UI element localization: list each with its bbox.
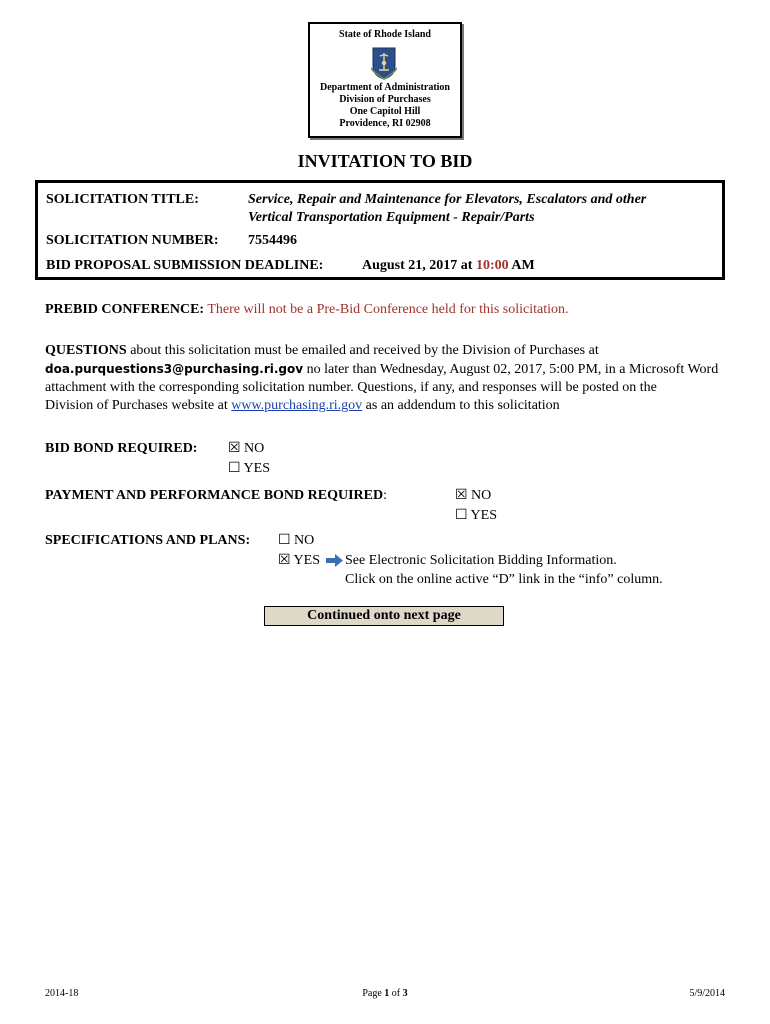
deadline-ampm: AM (511, 258, 535, 273)
state-name: State of Rhode Island (339, 29, 431, 40)
payment-bond-colon: : (383, 488, 387, 503)
footer-page-of: of (389, 988, 403, 999)
questions-line-2 (45, 360, 718, 379)
deadline-time: 10:00 (475, 258, 509, 273)
prebid-text: There will not be a Pre-Bid Conference held for this solicitation. (207, 302, 569, 317)
specs-yes[interactable]: ☒ YES (278, 553, 320, 568)
specs-no[interactable]: ☐ NO (278, 533, 315, 548)
questions-line-1 (45, 342, 599, 360)
address-line-2: Providence, RI 02908 (339, 118, 431, 129)
questions-text-2: no later than Wednesday, August 02, 2017, 5:00 PM, in a Microsoft Word (303, 362, 719, 377)
deadline-date: August 21, 2017 at (362, 258, 473, 273)
payment-bond-yes[interactable]: ☐ YES (455, 508, 497, 523)
payment-bond-label-row (45, 487, 387, 505)
questions-text-4: Division of Purchases website at (45, 398, 232, 413)
footer-page (0, 988, 770, 999)
questions-lead: QUESTIONS (45, 343, 127, 358)
questions-email[interactable]: doa.purquestions3@purchasing.ri.gov (45, 362, 304, 376)
arrow-right-icon (326, 554, 343, 567)
payment-bond-no[interactable]: ☒ NO (455, 488, 492, 503)
specs-label: SPECIFICATIONS AND PLANS: (45, 533, 251, 548)
solicitation-title-line-2: Vertical Transportation Equipment - Repair/Parts (248, 210, 535, 225)
deadline-label: BID PROPOSAL SUBMISSION DEADLINE: (46, 258, 324, 273)
state-seal-icon (371, 46, 397, 80)
prebid-conference (45, 301, 569, 319)
solicitation-number-value: 7554496 (248, 233, 297, 248)
specs-info-1: See Electronic Solicitation Bidding Information. (345, 553, 617, 568)
footer-left: 2014-18 (45, 988, 79, 999)
questions-line-3: attachment with the corresponding solicitation number. Questions, if any, and responses will be posted on the (45, 380, 657, 395)
prebid-label: PREBID CONFERENCE: (45, 302, 205, 317)
bid-bond-yes[interactable]: ☐ YES (228, 461, 270, 476)
page-title: INVITATION TO BID (297, 151, 473, 171)
department-name: Department of Administration (320, 82, 450, 93)
footer-page-total: 3 (402, 988, 408, 999)
deadline-value (362, 257, 535, 275)
questions-text-1: about this solicitation must be emailed and received by the Division of Purchases at (126, 343, 599, 358)
address-line-1: One Capitol Hill (349, 106, 421, 117)
continued-note: Continued onto next page (264, 606, 504, 626)
bid-bond-no[interactable]: ☒ NO (228, 441, 265, 456)
footer-right: 5/9/2014 (689, 988, 725, 999)
solicitation-title-line-1: Service, Repair and Maintenance for Elevators, Escalators and other (248, 192, 647, 207)
questions-text-5: as an addendum to this solicitation (362, 398, 560, 413)
website-link[interactable]: www.purchasing.ri.gov (231, 398, 363, 413)
division-name: Division of Purchases (339, 94, 431, 105)
solicitation-title-label: SOLICITATION TITLE: (46, 192, 199, 207)
bid-bond-label: BID BOND REQUIRED: (45, 441, 198, 456)
solicitation-box (35, 180, 725, 280)
footer-page-number: 1 (384, 988, 390, 999)
agency-header-box (308, 22, 462, 138)
specs-info-2: Click on the online active “D” link in the “info” column. (345, 572, 663, 587)
solicitation-number-label: SOLICITATION NUMBER: (46, 233, 219, 248)
payment-bond-label: PAYMENT AND PERFORMANCE BOND REQUIRED (45, 488, 384, 503)
questions-line-4 (45, 397, 560, 415)
footer-page-prefix: Page (362, 988, 385, 999)
